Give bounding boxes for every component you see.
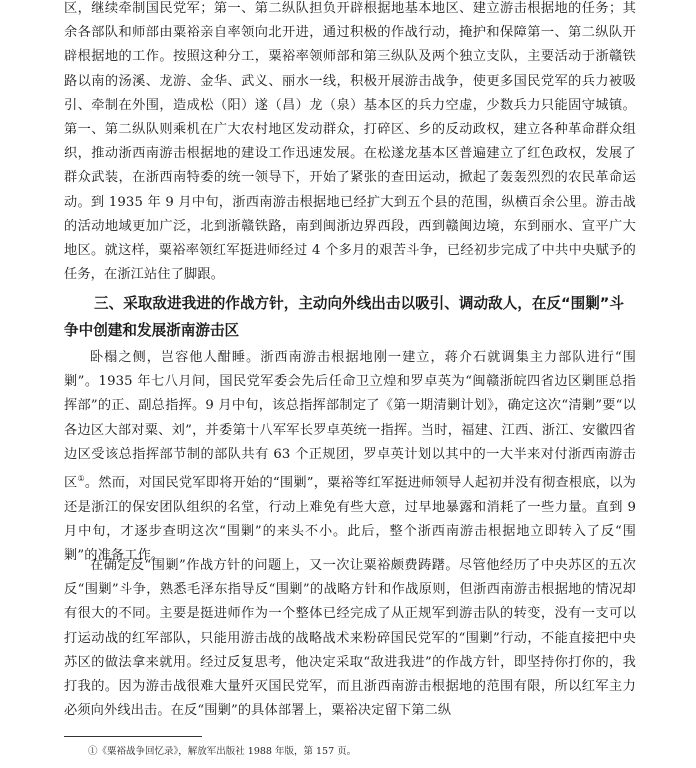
body-paragraph-1: 区，继续牵制国民党军；第一、第二纵队担负开辟根据地基本地区、建立游击根据地的任务；其余各部队和师部由粟裕亲自率领向北开进，通过积极的作战行动，掩护和保障第一、第二纵队开辟根据地的工作。按照这种分工，粟裕率领师部和第三纵队及两个独立支队，主要活动于浙赣铁路以南的汤溪、龙游、金华、武义、丽水一线，积极开展游击战争，使更多国民党军的兵力被吸引、牵制在外围，造成松（阳）遂（昌）龙（泉）基本区的兵力空虚，少数兵力只能固守城镇。第一、第二纵队则乘机在广大农村地区发动群众，打碎区、乡的反动政权，建立各种革命群众组织，推动浙西南游击根据地的建设工作迅速发展。在松遂龙基本区普遍建立了红色政权，发展了群众武装，在浙西南特委的统一领导下，开始了紧张的查田运动，掀起了轰轰烈烈的农民革命运动。到 1935 年 9 月中旬，浙西南游击根据地已经扩大到五个县的范围，纵横百余公里。游击战的活动地域更加广泛，北到浙赣铁路，南到闽浙边界西段，西到赣闽边境，东到丽水、宣平广大地区。就这样，粟裕率领红军挺进师经过 4 个多月的艰苦斗争，已经初步完成了中共中央赋予的任务，在浙江站住了脚跟。: [64, 1, 636, 283]
para2-text-b: 。然而，对国民党军即将开始的“围剿”，粟裕等红军挺进师领导人起初并没有彻查根底，以为还是浙江的保安团队组织的名堂，行动上难免有些大意，过早地暴露和消耗了一些力量。直到 9 月中旬，才逐步查明这次“围剿”的来头不小。此后，整个浙西南游击根据地立即转入了反“围剿”的准备工作。: [64, 475, 636, 564]
para2-text-a: 卧榻之侧，岂容他人酣睡。浙西南游击根据地刚一建立，蒋介石就调集主力部队进行“围剿”。1935 年七八月间，国民党军委会先后任命卫立煌和罗卓英为“闽赣浙皖四省边区剿匪总指挥部”的正、副总指挥。9 月中旬，该总指挥部制定了《第一期清剿计划》，确定这次“清剿”要“以各边区大部对粟、刘”，并委第十八军军长罗卓英统一指挥。当时，福建、江西、浙江、安徽四省边区受该总指挥部节制的部队共有 63 个正规团，罗卓英计划以其中的一大半来对付浙西南游击区: [64, 350, 636, 491]
body-paragraph-2: [64, 346, 636, 568]
body-paragraph-3: 在确定反“围剿”作战方针的问题上，又一次让粟裕颇费踌躇。尽管他经历了中央苏区的五次反“围剿”斗争，熟悉毛泽东指导反“围剿”的战略方针和作战原则，但浙西南游击根据地的情况却有很大的不同。主要是挺进师作为一个整体已经完成了从正规军到游击队的转变，没有一支可以打运动战的红军部队，只能用游击战的战略战术来粉碎国民党军的“围剿”行动，不能直接把中央苏区的做法拿来就用。经过反复思考，他决定采取“敌进我进”的作战方针，即坚持你打你的，我打我的。因为游击战很难大量歼灭国民党军，而且浙西南游击根据地的范围有限，所以红军主力必须向外线出击。在反“围剿”的具体部署上，粟裕决定留下第二纵: [64, 558, 636, 719]
footnote: ①《粟裕战争回忆录》，解放军出版社 1988 年版，第 157 页。: [88, 746, 357, 757]
footnote-reference: ①: [77, 474, 85, 484]
section-heading: 三、采取敌进我进的作战方针，主动向外线出击以吸引、调动敌人，在反“围剿”斗争中创建和发展浙南游击区: [64, 295, 624, 339]
footnote-divider: [64, 736, 202, 737]
